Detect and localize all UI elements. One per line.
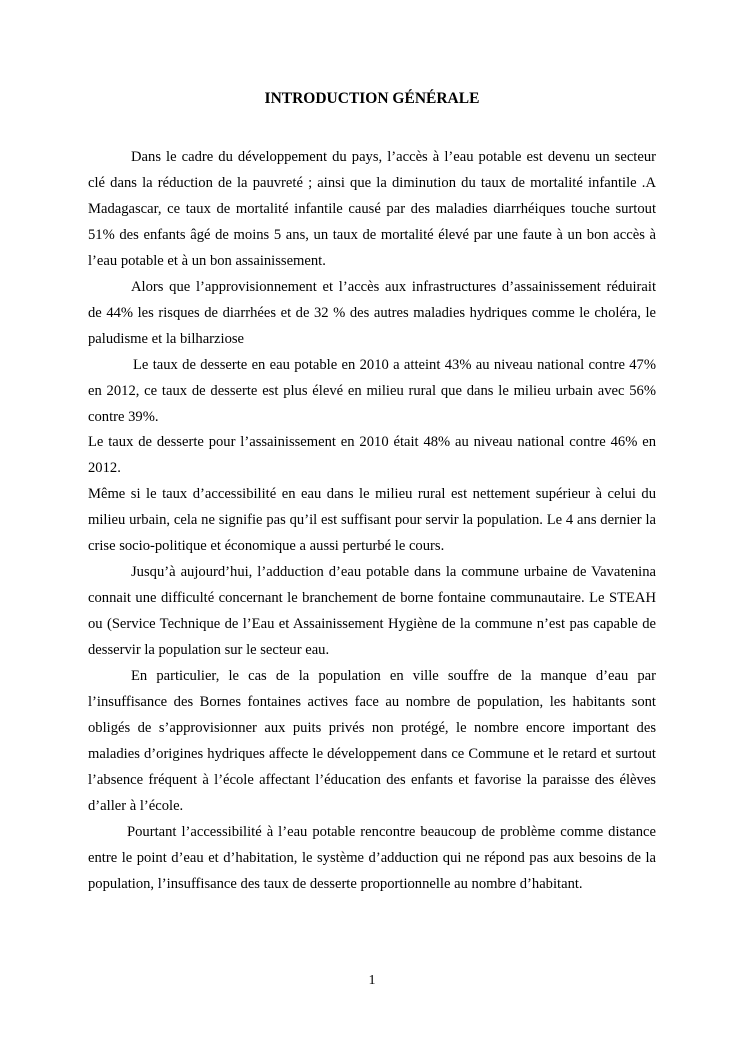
page-number: 1 <box>368 973 376 988</box>
paragraph-water-coverage: Le taux de desserte en eau potable en 2010 a atteint 43% au niveau national contre 47% en 2012, ce taux de desserte est plus élevé en milieu rural que dans le milieu urbain avec 56% contre 39%. <box>88 356 656 425</box>
paragraph-sanitation-impact: Alors que l’approvisionnement et l’accès aux infrastructures d’assainissement réduirait de 44% les risques de diarrhées et de 32 % des autres maladies hydriques comme le choléra, le paludisme et la bilharziose <box>88 278 656 347</box>
body-text <box>88 145 656 898</box>
paragraph-population-issues: En particulier, le cas de la population en ville souffre de la manque d’eau par l’insuffisance des Bornes fontaines actives face au nombre de population, les habitants sont obligés de s’approvisionner aux puits privés non protégé, le nombre encore important des maladies d’origines hydriques affecte le développement dans ce Commune et le retard et surtout l’absence fréquent à l’école affectant l’éducation des enfants et favorise la paraisse des élèves d’aller à l’école. <box>88 668 656 814</box>
paragraph-sanitation-coverage: Le taux de desserte pour l’assainissement en 2010 était 48% au niveau national contre 46% en 2012. <box>88 434 656 477</box>
paragraph-rural-access: Même si le taux d’accessibilité en eau dans le milieu rural est nettement supérieur à celui du milieu urbain, cela ne signifie pas qu’il est suffisant pour servir la population. Le 4 ans dernier la crise socio-politique et économique a aussi perturbé le cours. <box>88 486 656 555</box>
page-title: INTRODUCTION GÉNÉRALE <box>264 90 480 107</box>
paragraph-access-problems: Pourtant l’accessibilité à l’eau potable rencontre beaucoup de problème comme distance entre le point d’eau et d’habitation, le système d’adduction qui ne répond pas aux besoins de la population, l’insuffisance des taux de desserte proportionnelle au nombre d’habitant. <box>88 823 656 892</box>
paragraph-vavatenina: Jusqu’à aujourd’hui, l’adduction d’eau potable dans la commune urbaine de Vavatenina connait une difficulté concernant le branchement de borne fontaine communautaire. Le STEAH ou (Service Technique de l’Eau et Assainissement Hygiène de la commune n’est pas capable de desservir la population sur le secteur eau. <box>88 564 656 659</box>
paragraph-context: Dans le cadre du développement du pays, l’accès à l’eau potable est devenu un secteur clé dans la réduction de la pauvreté ; ainsi que la diminution du taux de mortalité infantile .A Madagascar, ce taux de mortalité infantile causé par des maladies diarrhéiques touche surtout 51% des enfants âgé de moins 5 ans, un taux de mortalité élevé par une faute à un bon accès à l’eau potable et à un bon assainissement. <box>88 149 656 269</box>
